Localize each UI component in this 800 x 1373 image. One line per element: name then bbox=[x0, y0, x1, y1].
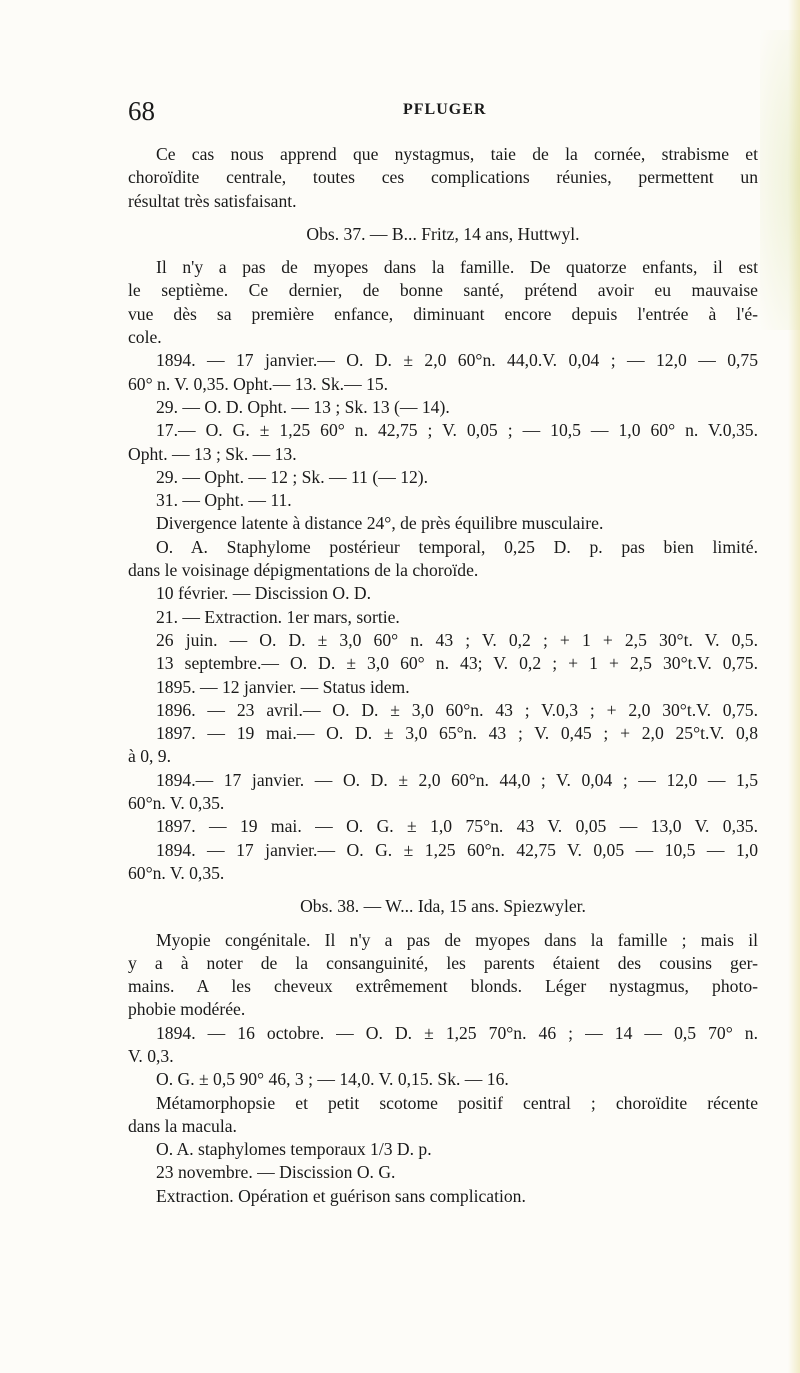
record-line: 1894. — 17 janvier.— O. G. ± 1,25 60°n. 42,75 V. 0,05 — 10,5 — 1,0 bbox=[156, 839, 758, 860]
record-line: 29. — O. D. Opht. — 13 ; Sk. 13 (— 14). bbox=[156, 396, 450, 417]
record-line: Extraction. Opération et guérison sans complication. bbox=[156, 1185, 526, 1206]
record-line: Opht. — 13 ; Sk. — 13. bbox=[128, 443, 297, 464]
text-line: Myopie congénitale. Il n'y a pas de myopes dans la famille ; mais il bbox=[156, 929, 758, 950]
record-line: 1894. — 16 octobre. — O. D. ± 1,25 70°n. 46 ; — 14 — 0,5 70° n. bbox=[156, 1022, 758, 1043]
text-line: y a à noter de la consanguinité, les parents étaient des cousins ger- bbox=[128, 952, 758, 973]
record-line: 1897. — 19 mai. — O. G. ± 1,0 75°n. 43 V. 0,05 — 13,0 V. 0,35. bbox=[156, 816, 758, 837]
text-line: cole. bbox=[128, 327, 162, 348]
record-line: 29. — Opht. — 12 ; Sk. — 11 (— 12). bbox=[156, 466, 429, 487]
record-line: 23 novembre. — Discission O. G. bbox=[156, 1162, 396, 1183]
page-body bbox=[128, 143, 758, 1208]
text-line: choroïdite centrale, toutes ces complications réunies, permettent un bbox=[128, 167, 758, 188]
record-line: 1896. — 23 avril.— O. D. ± 3,0 60°n. 43 ; V.0,3 ; + 2,0 30°t.V. 0,75. bbox=[156, 699, 758, 720]
record-line: 1895. — 12 janvier. — Status idem. bbox=[156, 676, 410, 697]
observation-38-heading: Obs. 38. — W... Ida, 15 ans. Spiezwyler. bbox=[300, 896, 586, 917]
text-line: vue dès sa première enfance, diminuant encore depuis l'entrée à l'é- bbox=[128, 303, 758, 324]
record-line: 26 juin. — O. D. ± 3,0 60° n. 43 ; V. 0,2 ; + 1 + 2,5 30°t. V. 0,5. bbox=[156, 629, 758, 650]
record-line: 1894. — 17 janvier.— O. D. ± 2,0 60°n. 44,0.V. 0,04 ; — 12,0 — 0,75 bbox=[156, 350, 758, 371]
record-line: O. A. Staphylome postérieur temporal, 0,25 D. p. pas bien limité. bbox=[156, 536, 758, 557]
paper-stain bbox=[760, 30, 800, 330]
text-line: Ce cas nous apprend que nystagmus, taie de la cornée, strabisme et bbox=[156, 144, 758, 164]
text-line: mains. A les cheveux extrêmement blonds. Léger nystagmus, photo- bbox=[128, 976, 758, 997]
record-line: 1897. — 19 mai.— O. D. ± 3,0 65°n. 43 ; V. 0,45 ; + 2,0 25°t.V. 0,8 bbox=[156, 723, 758, 744]
record-line: Divergence latente à distance 24°, de près équilibre musculaire. bbox=[156, 513, 604, 534]
record-line: 13 septembre.— O. D. ± 3,0 60° n. 43; V. 0,2 ; + 1 + 2,5 30°t.V. 0,75. bbox=[156, 653, 758, 674]
running-title: PFLUGER bbox=[403, 101, 487, 118]
text-line: résultat très satisfaisant. bbox=[128, 190, 297, 211]
record-line: V. 0,3. bbox=[128, 1045, 174, 1066]
page-number: 68 bbox=[128, 96, 155, 126]
record-line: Métamorphopsie et petit scotome positif central ; choroïdite récente bbox=[156, 1092, 758, 1113]
observation-37-heading: Obs. 37. — B... Fritz, 14 ans, Huttwyl. bbox=[306, 223, 580, 244]
record-line: 21. — Extraction. 1er mars, sortie. bbox=[156, 606, 400, 627]
record-line: 31. — Opht. — 11. bbox=[156, 490, 292, 511]
text-line: le septième. Ce dernier, de bonne santé, prétend avoir eu mauvaise bbox=[128, 280, 758, 301]
record-line: dans le voisinage dépigmentations de la choroïde. bbox=[128, 560, 479, 581]
record-line: O. G. ± 0,5 90° 46, 3 ; — 14,0. V. 0,15. Sk. — 16. bbox=[156, 1069, 509, 1090]
record-line: 10 février. — Discission O. D. bbox=[156, 583, 372, 604]
record-line: 60°n. V. 0,35. bbox=[128, 793, 225, 814]
text-line: Il n'y a pas de myopes dans la famille. De quatorze enfants, il est bbox=[156, 257, 758, 278]
record-line: 17.— O. G. ± 1,25 60° n. 42,75 ; V. 0,05 ; — 10,5 — 1,0 60° n. V.0,35. bbox=[156, 420, 758, 441]
record-line: O. A. staphylomes temporaux 1/3 D. p. bbox=[156, 1139, 432, 1160]
record-line: dans la macula. bbox=[128, 1115, 237, 1136]
record-line: 1894.— 17 janvier. — O. D. ± 2,0 60°n. 44,0 ; V. 0,04 ; — 12,0 — 1,5 bbox=[156, 769, 758, 790]
record-line: 60° n. V. 0,35. Opht.— 13. Sk.— 15. bbox=[128, 373, 389, 394]
record-line: à 0, 9. bbox=[128, 746, 171, 767]
text-line: phobie modérée. bbox=[128, 999, 246, 1020]
record-line: 60°n. V. 0,35. bbox=[128, 862, 225, 883]
